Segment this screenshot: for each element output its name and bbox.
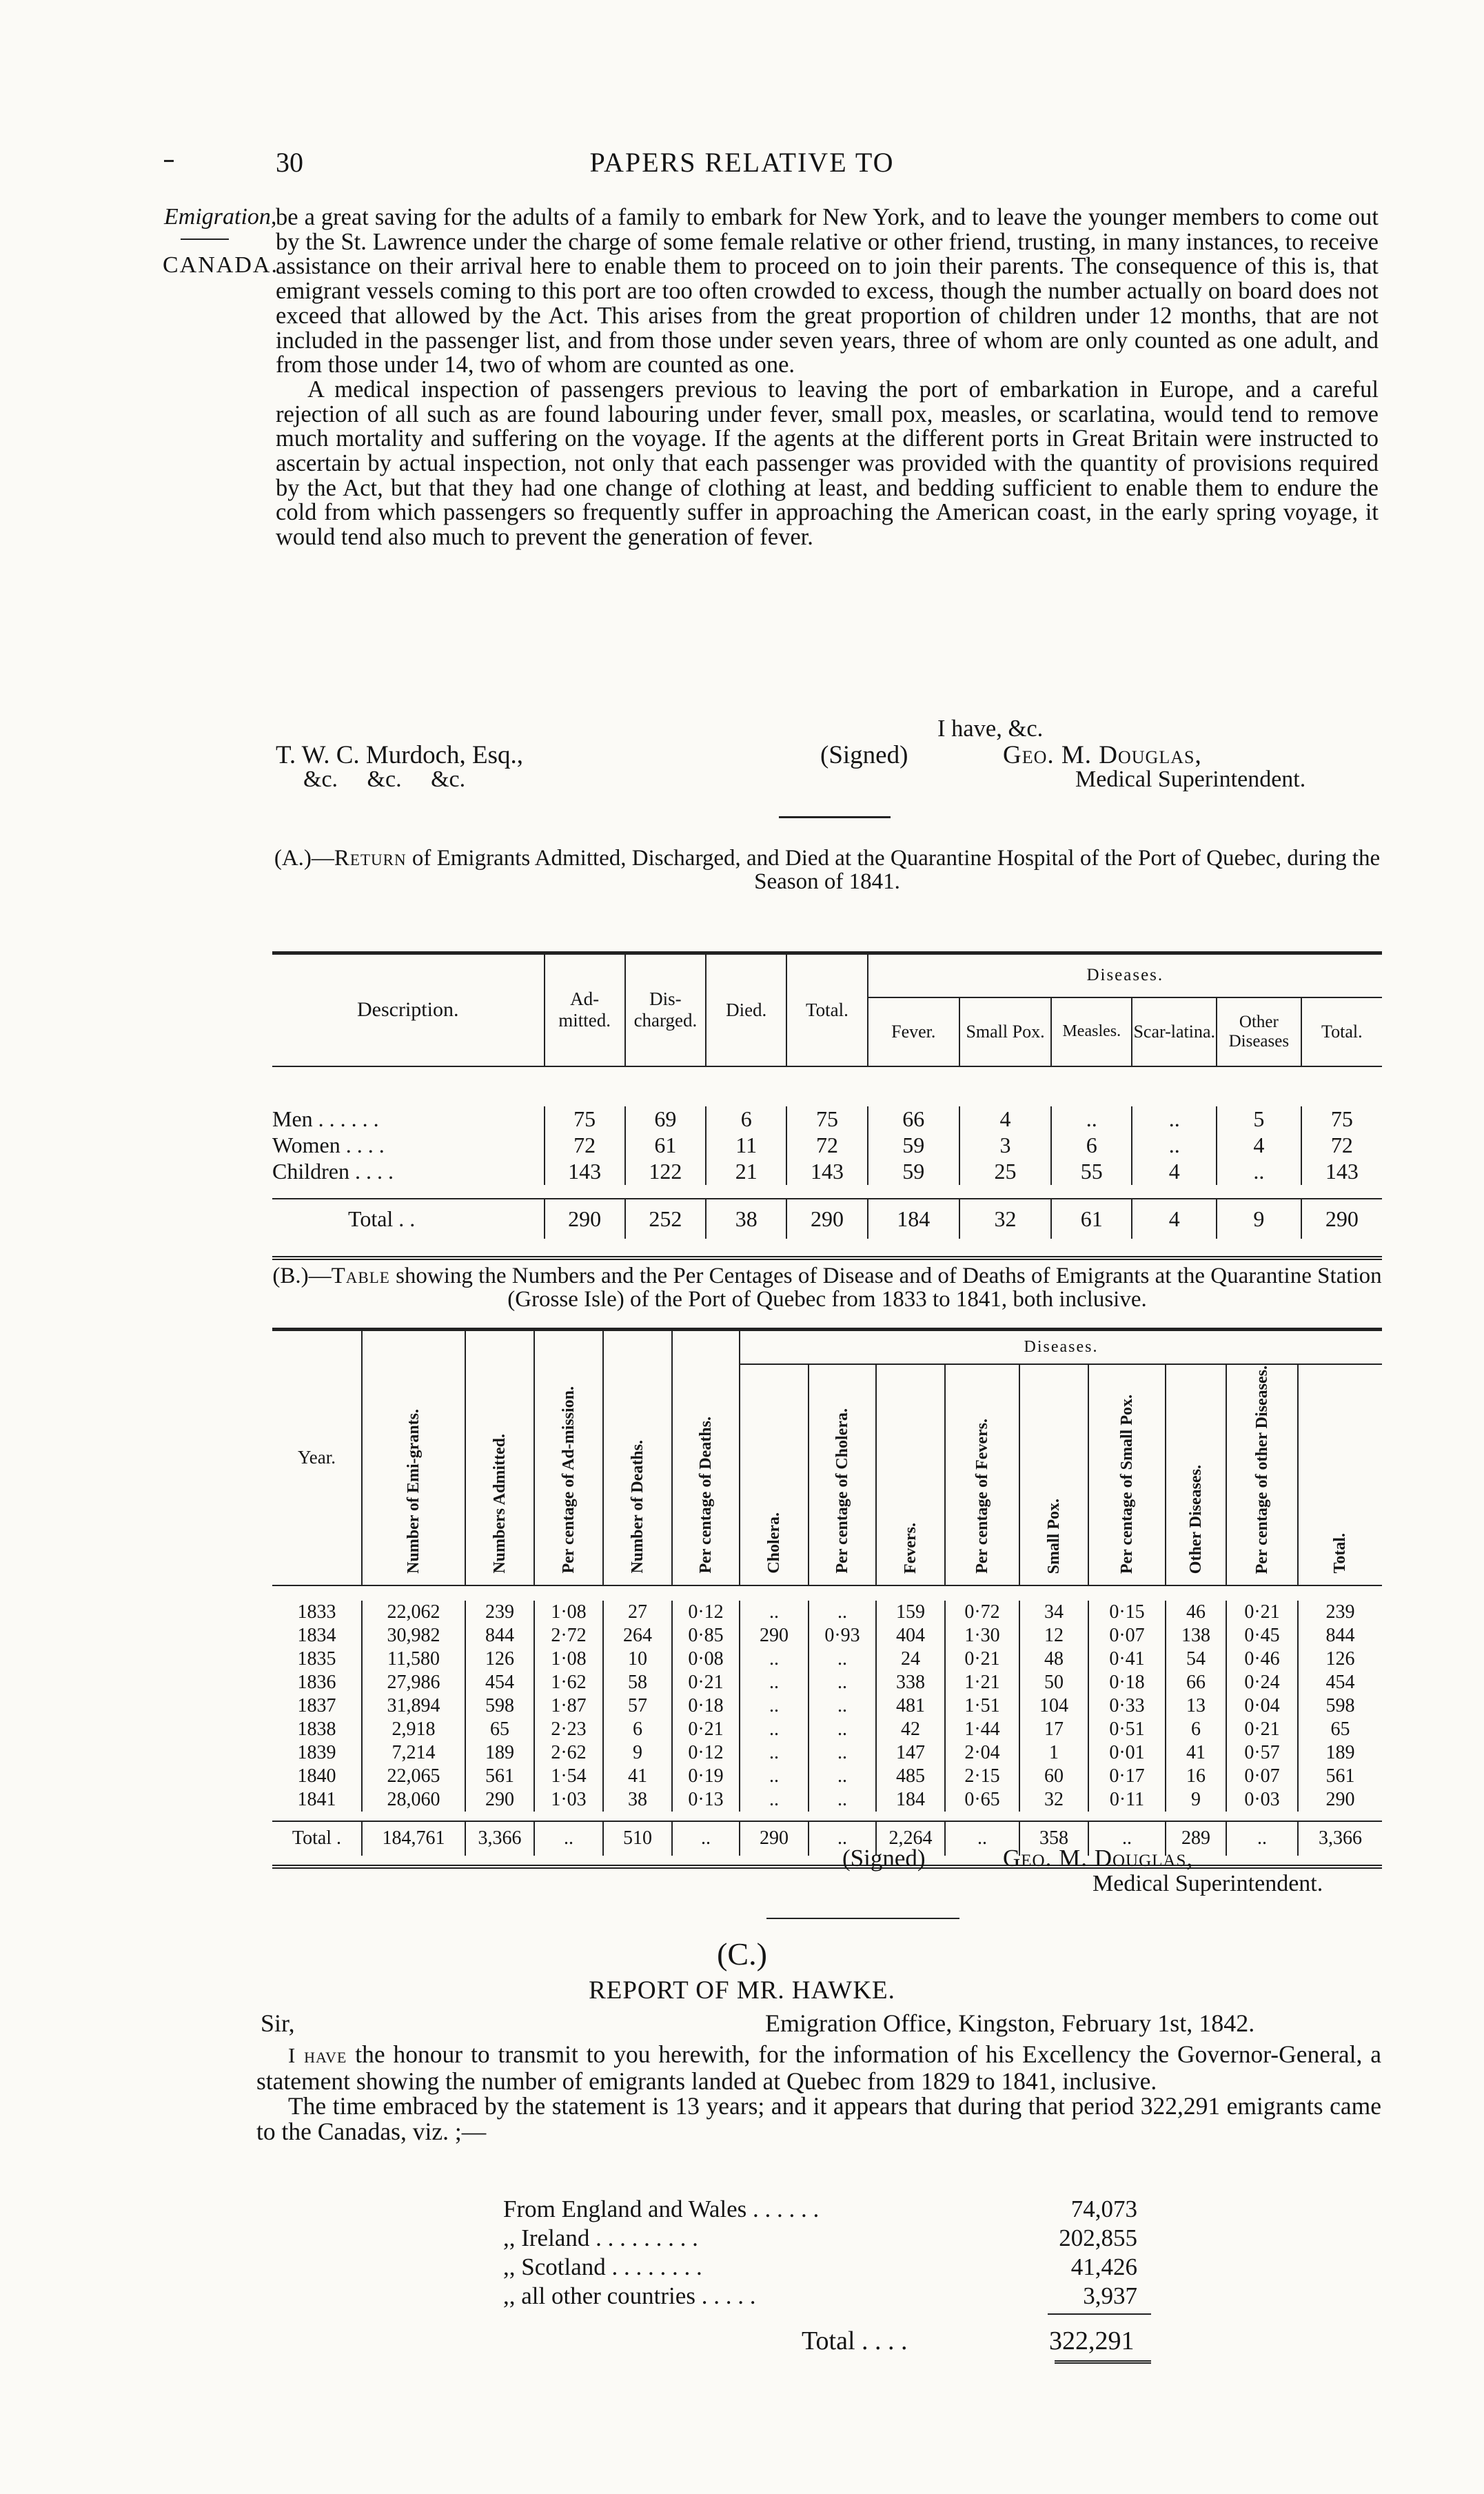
table-b-cell: 0·46 <box>1226 1648 1298 1671</box>
table-b-cell: .. <box>809 1741 876 1765</box>
table-b-cell: 126 <box>465 1648 534 1671</box>
emigrant-source-value: 41,426 <box>1070 2253 1137 2280</box>
table-b-year: 1835 <box>297 1648 336 1670</box>
table-b-cell: 0·57 <box>1226 1741 1298 1765</box>
table-b-cell: 0·12 <box>672 1741 740 1765</box>
section-rule-2 <box>766 1918 959 1919</box>
table-b-cell: 0·12 <box>672 1601 740 1624</box>
col-number-emigrants: Number of Emi-grants. <box>404 1408 423 1574</box>
table-b-signed: (Signed) <box>842 1845 926 1872</box>
col-total: Total. <box>786 953 867 1066</box>
table-b-cell: 2·72 <box>534 1624 603 1648</box>
table-b-cell: 50 <box>1019 1671 1088 1694</box>
table-b-cell: 0·08 <box>672 1648 740 1671</box>
col-other-diseases: Other Diseases. <box>1186 1464 1205 1574</box>
table-b-cell: 31,894 <box>362 1694 465 1718</box>
table-b-cell: 0·65 <box>945 1788 1019 1812</box>
table-b-cell: .. <box>740 1694 809 1718</box>
table-b-signer: Geo. M. Douglas, <box>1003 1845 1194 1872</box>
table-a-row <box>272 1159 1382 1185</box>
table-b-cell: 12 <box>1019 1624 1088 1648</box>
table-a-cell: 4 <box>1132 1159 1217 1185</box>
table-b-row <box>272 1718 1382 1741</box>
report-c-salutation: Sir, <box>261 2009 295 2037</box>
table-a-cell: 66 <box>868 1106 959 1133</box>
letter-paragraph-2: A medical inspection of passengers previous to leaving the port of embarkation in Europe, and a careful rejection of all such as are found labouring under fever, small pox, measles, or scarlatina, would tend to remove much mortality and suffering on the voyage. If the agents at the different ports in Great Britain were instructed to ascertain by actual inspection, not only that each passenger was provided with the quantity of provisions required by the Act, but that they had one change of clothing at least, and bedding sufficient to enable them to endure the cold from which passengers so frequently suffer in approaching the American coast, in the early spring voyage, it would tend also much to prevent the generation of fever. <box>276 376 1379 551</box>
table-b-cell: 66 <box>1166 1671 1226 1694</box>
col-measles: Measles. <box>1051 997 1132 1066</box>
table-b-cell: 57 <box>603 1694 672 1718</box>
table-b-cell: 290 <box>1298 1788 1382 1812</box>
table-b-cell: .. <box>809 1788 876 1812</box>
col-percent-cholera: Per centage of Cholera. <box>833 1408 851 1574</box>
table-a-cell: 69 <box>625 1106 706 1133</box>
table-b-row <box>272 1694 1382 1718</box>
table-b-total-cell: 290 <box>740 1821 809 1856</box>
table-b-total-cell: 3,366 <box>1298 1821 1382 1856</box>
table-a-row <box>272 1106 1382 1133</box>
table-b-cell: 16 <box>1166 1765 1226 1788</box>
table-a-cell: 6 <box>1051 1133 1132 1159</box>
table-b-cell: 0·18 <box>1088 1671 1166 1694</box>
table-b-cell: 239 <box>1298 1601 1382 1624</box>
table-b-total-cell: .. <box>809 1821 876 1856</box>
table-a-total-cell: 9 <box>1217 1199 1301 1239</box>
emigrant-sources-list <box>503 2195 1137 2311</box>
table-a-cell: .. <box>1132 1133 1217 1159</box>
table-b-cell: 22,065 <box>362 1765 465 1788</box>
table-b-year: 1839 <box>297 1741 336 1763</box>
table-a-caption-text: of Emigrants Admitted, Discharged, and Died at the Quarantine Hospital of the Port of Quebec, during the Season of 1841. <box>406 846 1381 894</box>
table-b-cell: 0·03 <box>1226 1788 1298 1812</box>
table-b-total-cell: 3,366 <box>465 1821 534 1856</box>
table-b-cell: 1 <box>1019 1741 1088 1765</box>
table-a-total-cell: 61 <box>1051 1199 1132 1239</box>
table-b-cell: 1·21 <box>945 1671 1019 1694</box>
table-b-year: 1837 <box>297 1694 336 1716</box>
table-b-cell: 147 <box>876 1741 945 1765</box>
table-b-cell: 138 <box>1166 1624 1226 1648</box>
page-number: 30 <box>276 147 303 178</box>
report-c-para1-lead: I have <box>288 2043 347 2067</box>
table-a-cell: 72 <box>786 1133 867 1159</box>
report-c-dateline: Emigration Office, Kingston, February 1st, 1842. <box>765 2009 1255 2037</box>
report-c-label: (C.) <box>717 1936 767 1971</box>
table-b-total-cell: 2,264 <box>876 1821 945 1856</box>
table-b-cell: 46 <box>1166 1601 1226 1624</box>
table-b-cell: 48 <box>1019 1648 1088 1671</box>
emigrant-source-label: ,, Ireland . . . . . . . . . <box>503 2224 698 2251</box>
table-b-cell: 454 <box>1298 1671 1382 1694</box>
table-a-cell: 3 <box>959 1133 1051 1159</box>
report-c-title: REPORT OF MR. HAWKE. <box>589 1976 895 2005</box>
table-b-cell: 0·07 <box>1226 1765 1298 1788</box>
table-a-cell: 55 <box>1051 1159 1132 1185</box>
table-b-cell: 454 <box>465 1671 534 1694</box>
table-b-caption-prefix: (B.)— <box>272 1264 332 1288</box>
table-b-cell: 1·08 <box>534 1601 603 1624</box>
table-b-cell: 561 <box>1298 1765 1382 1788</box>
sum-rule <box>1048 2313 1151 2315</box>
table-b-cell: 0·01 <box>1088 1741 1166 1765</box>
table-a-cell: 4 <box>1217 1133 1301 1159</box>
letter-closing: I have, &c. <box>937 716 1044 742</box>
table-a-total-row <box>272 1199 1382 1239</box>
table-a-total-cell: 184 <box>868 1199 959 1239</box>
table-b-cell: 17 <box>1019 1718 1088 1741</box>
table-b-cell: 184 <box>876 1788 945 1812</box>
table-b <box>272 1328 1382 1870</box>
table-a-cell: 143 <box>786 1159 867 1185</box>
margin-note-emigration: Emigration, <box>164 204 277 230</box>
table-b-cell: .. <box>740 1765 809 1788</box>
table-b-cell: 41 <box>1166 1741 1226 1765</box>
letter-addressee-etc: &c. &c. &c. <box>303 767 466 792</box>
table-b-year: 1836 <box>297 1671 336 1693</box>
table-b-cell: 65 <box>465 1718 534 1741</box>
table-b-cell: .. <box>740 1601 809 1624</box>
table-a-cell: 59 <box>868 1133 959 1159</box>
col-cholera: Cholera. <box>764 1512 783 1574</box>
table-a-cell: 6 <box>706 1106 786 1133</box>
table-b-total-row <box>272 1821 1382 1856</box>
emigrant-source-value: 202,855 <box>1059 2224 1137 2251</box>
col-diseases: Diseases. <box>868 953 1382 997</box>
table-b-cell: .. <box>809 1765 876 1788</box>
table-b-row <box>272 1765 1382 1788</box>
table-b-cell: 1·51 <box>945 1694 1019 1718</box>
table-b-cell: 7,214 <box>362 1741 465 1765</box>
table-b-cell: 0·21 <box>945 1648 1019 1671</box>
table-b-caption-text: showing the Numbers and the Per Centages of Disease and of Deaths of Emigrants at the Quarantine Station (Grosse Isle) of the Port of Quebec from 1833 to 1841, both inclusive. <box>389 1264 1382 1312</box>
table-b-cell: 485 <box>876 1765 945 1788</box>
table-a-cell: 59 <box>868 1159 959 1185</box>
table-b-cell: .. <box>740 1788 809 1812</box>
table-b-cell: 844 <box>1298 1624 1382 1648</box>
table-b-cell: 27 <box>603 1601 672 1624</box>
table-b-cell: 0·85 <box>672 1624 740 1648</box>
table-a-row-label: Women . . . . <box>272 1133 385 1157</box>
table-a-cell: 72 <box>545 1133 625 1159</box>
table-b-cell: .. <box>740 1671 809 1694</box>
table-a <box>272 951 1382 1260</box>
table-b-cell: 481 <box>876 1694 945 1718</box>
table-b-cell: 1·54 <box>534 1765 603 1788</box>
emigrant-source-label: ,, all other countries . . . . . <box>503 2282 756 2309</box>
section-rule <box>779 816 891 818</box>
col-percent-other: Per centage of other Diseases. <box>1252 1365 1271 1574</box>
col-discharged: Dis-charged. <box>625 953 706 1066</box>
table-a-total-cell: 38 <box>706 1199 786 1239</box>
table-b-total-cell: .. <box>534 1821 603 1856</box>
table-b-cell: 0·41 <box>1088 1648 1166 1671</box>
table-b-cell: 2·15 <box>945 1765 1019 1788</box>
table-b-cell: 2,918 <box>362 1718 465 1741</box>
letter-signed: (Signed) <box>820 741 908 769</box>
report-c-paragraph-2: The time embraced by the statement is 13 years; and it appears that during that period 322,291 emigrants came to the Canadas, viz. ;— <box>256 2092 1381 2145</box>
total-value: 322,291 <box>1049 2326 1135 2355</box>
table-b-cell: .. <box>809 1671 876 1694</box>
col-other: Other Diseases <box>1217 997 1301 1066</box>
table-b-total-cell: 184,761 <box>362 1821 465 1856</box>
col-died: Died. <box>706 953 786 1066</box>
table-b-cell: 2·62 <box>534 1741 603 1765</box>
margin-dash <box>164 160 174 162</box>
table-b-caption-label: Table <box>331 1264 390 1288</box>
col-b-diseases: Diseases. <box>740 1330 1382 1364</box>
table-a-row-label: Children . . . . <box>272 1159 394 1184</box>
table-b-cell: 28,060 <box>362 1788 465 1812</box>
table-b-total-cell: .. <box>672 1821 740 1856</box>
table-a-caption-prefix: (A.)— <box>274 846 334 871</box>
emigrant-source-label: ,, Scotland . . . . . . . . <box>503 2253 702 2280</box>
table-b-cell: 30,982 <box>362 1624 465 1648</box>
table-b-cell: .. <box>809 1694 876 1718</box>
letter-signer: Geo. M. Douglas, <box>1003 741 1202 769</box>
table-b-cell: 0·21 <box>672 1718 740 1741</box>
table-a-row-label: Men . . . . . . <box>272 1106 379 1131</box>
table-a-cell: 122 <box>625 1159 706 1185</box>
table-a-cell: 21 <box>706 1159 786 1185</box>
table-b-cell: .. <box>809 1648 876 1671</box>
table-b-cell: 338 <box>876 1671 945 1694</box>
col-percent-small-pox: Per centage of Small Pox. <box>1117 1394 1136 1574</box>
letter-body <box>276 205 1379 550</box>
table-b-cell: 0·21 <box>672 1671 740 1694</box>
table-b-row <box>272 1741 1382 1765</box>
table-b-cell: 65 <box>1298 1718 1382 1741</box>
table-b-cell: 42 <box>876 1718 945 1741</box>
emigrant-source-row <box>503 2253 1137 2282</box>
table-b-cell: 404 <box>876 1624 945 1648</box>
table-b-cell: 0·21 <box>1226 1718 1298 1741</box>
table-a-cell: 143 <box>1301 1159 1382 1185</box>
table-b-cell: 598 <box>465 1694 534 1718</box>
table-b-total-cell: .. <box>1088 1821 1166 1856</box>
table-b-cell: 0·07 <box>1088 1624 1166 1648</box>
table-b-cell: 24 <box>876 1648 945 1671</box>
table-a-cell: 5 <box>1217 1106 1301 1133</box>
table-b-cell: 0·13 <box>672 1788 740 1812</box>
table-a-cell: 11 <box>706 1133 786 1159</box>
table-b-year: 1838 <box>297 1718 336 1740</box>
table-a-cell: 75 <box>786 1106 867 1133</box>
table-b-cell: 2·23 <box>534 1718 603 1741</box>
table-b-cell: 0·93 <box>809 1624 876 1648</box>
table-b-row <box>272 1624 1382 1648</box>
table-b-cell: 58 <box>603 1671 672 1694</box>
table-a-total-cell: 290 <box>786 1199 867 1239</box>
col-fever: Fever. <box>868 997 959 1066</box>
table-b-cell: 34 <box>1019 1601 1088 1624</box>
table-b-cell: 60 <box>1019 1765 1088 1788</box>
table-b-cell: 0·72 <box>945 1601 1019 1624</box>
letter-paragraph-1: be a great saving for the adults of a family to embark for New York, and to leave the younger members to come out by the St. Lawrence under the charge of some female relative or other friend, trusting, in many instances, to receive assistance on their arrival here to enable them to proceed on to join their parents. The consequence of this is, that emigrant vessels coming to this port are too often crowded to excess, though the number actually on board does not exceed that allowed by the Act. This arises from the great proportion of children under 12 months, that are not included in the passenger list, and from those under seven years, three of whom are only counted as one adult, and from those under 14, two of whom are counted as one. <box>276 204 1379 378</box>
table-a-cell: 72 <box>1301 1133 1382 1159</box>
table-a-cell: 75 <box>545 1106 625 1133</box>
table-b-cell: 189 <box>465 1741 534 1765</box>
margin-note-canada: CANADA. <box>163 252 278 278</box>
col-year: Year. <box>272 1330 362 1585</box>
table-a-total-cell: 252 <box>625 1199 706 1239</box>
table-b-cell: 598 <box>1298 1694 1382 1718</box>
table-a-cell: 143 <box>545 1159 625 1185</box>
table-b-cell: 1·44 <box>945 1718 1019 1741</box>
table-b-year: 1834 <box>297 1624 336 1646</box>
table-b-cell: 561 <box>465 1765 534 1788</box>
table-b-cell: 38 <box>603 1788 672 1812</box>
total-double-rule <box>1055 2360 1151 2364</box>
table-b-cell: 0·19 <box>672 1765 740 1788</box>
table-b-cell: 11,580 <box>362 1648 465 1671</box>
emigrant-source-row <box>503 2282 1137 2311</box>
table-b-row <box>272 1648 1382 1671</box>
table-a-total-cell: 290 <box>545 1199 625 1239</box>
col-b-total: Total. <box>1331 1533 1349 1574</box>
table-a-cell: 25 <box>959 1159 1051 1185</box>
emigrant-source-label: From England and Wales . . . . . . <box>503 2196 820 2222</box>
table-b-row <box>272 1671 1382 1694</box>
table-b-total-cell: .. <box>1226 1821 1298 1856</box>
table-b-cell: 9 <box>603 1741 672 1765</box>
table-b-row <box>272 1788 1382 1812</box>
letter-signer-title: Medical Superintendent. <box>1075 767 1306 792</box>
table-b-total-cell: .. <box>945 1821 1019 1856</box>
table-b-cell: 0·24 <box>1226 1671 1298 1694</box>
table-b-cell: 189 <box>1298 1741 1382 1765</box>
table-b-total-label: Total . <box>272 1821 362 1856</box>
report-c-paragraph-1 <box>256 2042 1381 2093</box>
table-b-cell: 1·03 <box>534 1788 603 1812</box>
table-b-cell: 0·21 <box>1226 1601 1298 1624</box>
col-percent-deaths: Per centage of Deaths. <box>696 1417 715 1574</box>
table-b-cell: 27,986 <box>362 1671 465 1694</box>
table-b-cell: 264 <box>603 1624 672 1648</box>
col-description: Description. <box>272 953 545 1066</box>
table-b-cell: 41 <box>603 1765 672 1788</box>
col-dtotal: Total. <box>1301 997 1382 1066</box>
col-percent-admission: Per centage of Ad-mission. <box>559 1386 578 1574</box>
col-small-pox: Small Pox. <box>1044 1498 1063 1574</box>
table-a-total-cell: 4 <box>1132 1199 1217 1239</box>
table-b-cell: 2·04 <box>945 1741 1019 1765</box>
table-b-cell: 6 <box>603 1718 672 1741</box>
table-b-cell: 290 <box>740 1624 809 1648</box>
table-b-cell: 22,062 <box>362 1601 465 1624</box>
col-scarlatina: Scar-latina. <box>1132 997 1217 1066</box>
table-b-year: 1840 <box>297 1765 336 1787</box>
table-a-cell: .. <box>1132 1106 1217 1133</box>
table-b-total-cell: 289 <box>1166 1821 1226 1856</box>
table-b-cell: .. <box>740 1648 809 1671</box>
table-a-cell: 75 <box>1301 1106 1382 1133</box>
table-b-cell: 844 <box>465 1624 534 1648</box>
table-a-caption-label: Return <box>334 846 407 871</box>
table-a-cell: 61 <box>625 1133 706 1159</box>
table-a-caption <box>272 846 1382 893</box>
table-b-cell: 0·33 <box>1088 1694 1166 1718</box>
table-b-signer-title: Medical Superintendent. <box>1092 1871 1323 1896</box>
table-b-cell: 0·18 <box>672 1694 740 1718</box>
table-b-cell: 1·08 <box>534 1648 603 1671</box>
table-b-cell: .. <box>740 1718 809 1741</box>
table-b-cell: 9 <box>1166 1788 1226 1812</box>
col-fevers: Fevers. <box>901 1522 919 1574</box>
table-b-cell: 239 <box>465 1601 534 1624</box>
table-b-row <box>272 1601 1382 1624</box>
table-b-cell: 6 <box>1166 1718 1226 1741</box>
table-b-cell: 10 <box>603 1648 672 1671</box>
table-b-cell: 0·04 <box>1226 1694 1298 1718</box>
col-percent-fevers: Per centage of Fevers. <box>973 1419 991 1574</box>
table-b-year: 1833 <box>297 1601 336 1623</box>
table-b-cell: .. <box>809 1718 876 1741</box>
table-b-year: 1841 <box>297 1788 336 1810</box>
table-b-caption <box>272 1264 1382 1311</box>
col-number-deaths: Number of Deaths. <box>628 1440 647 1574</box>
table-a-cell: .. <box>1051 1106 1132 1133</box>
table-a-total-cell: 290 <box>1301 1199 1382 1239</box>
table-b-cell: 54 <box>1166 1648 1226 1671</box>
table-a-total-cell: 32 <box>959 1199 1051 1239</box>
table-b-cell: 290 <box>465 1788 534 1812</box>
table-b-cell: 32 <box>1019 1788 1088 1812</box>
table-b-cell: 0·45 <box>1226 1624 1298 1648</box>
table-b-cell: 1·30 <box>945 1624 1019 1648</box>
table-b-cell: 0·15 <box>1088 1601 1166 1624</box>
report-c-para1-text: the honour to transmit to you herewith, for the information of his Excellency the Governor-General, a statement showing the number of emigrants landed at Quebec from 1829 to 1841, inclusive. <box>256 2040 1381 2095</box>
report-c-body <box>256 2042 1381 2144</box>
table-b-total-cell: 510 <box>603 1821 672 1856</box>
col-small-pox: Small Pox. <box>959 997 1051 1066</box>
table-a-row <box>272 1133 1382 1159</box>
running-title: PAPERS RELATIVE TO <box>589 147 895 178</box>
table-b-cell: 13 <box>1166 1694 1226 1718</box>
emigrant-source-row <box>503 2195 1137 2224</box>
total-label: Total . . . . <box>802 2326 908 2355</box>
table-a-cell: 4 <box>959 1106 1051 1133</box>
table-b-cell: .. <box>740 1741 809 1765</box>
letter-addressee: T. W. C. Murdoch, Esq., <box>276 741 524 769</box>
table-a-total-label: Total . . <box>272 1199 545 1239</box>
table-b-cell: 0·51 <box>1088 1718 1166 1741</box>
table-b-cell: 1·87 <box>534 1694 603 1718</box>
table-b-cell: 0·17 <box>1088 1765 1166 1788</box>
table-b-cell: 126 <box>1298 1648 1382 1671</box>
col-numbers-admitted: Numbers Admitted. <box>490 1434 509 1574</box>
table-b-cell: 1·62 <box>534 1671 603 1694</box>
emigrant-source-value: 3,937 <box>1083 2282 1137 2309</box>
table-b-cell: .. <box>809 1601 876 1624</box>
table-b-cell: 159 <box>876 1601 945 1624</box>
table-b-cell: 104 <box>1019 1694 1088 1718</box>
table-b-cell: 0·11 <box>1088 1788 1166 1812</box>
col-admitted: Ad-mitted. <box>545 953 625 1066</box>
emigrant-source-row <box>503 2224 1137 2253</box>
margin-rule <box>181 239 229 240</box>
emigrant-source-value: 74,073 <box>1070 2196 1137 2222</box>
table-b-total-cell: 358 <box>1019 1821 1088 1856</box>
table-a-cell: .. <box>1217 1159 1301 1185</box>
